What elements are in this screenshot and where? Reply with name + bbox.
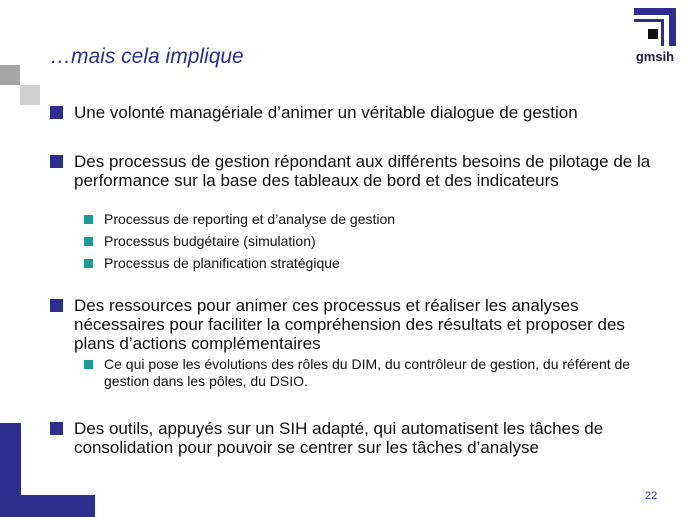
bullet-square-icon (50, 155, 63, 168)
sub-bullet-square-icon (84, 259, 93, 268)
sub-bullet-text: Processus de reporting et d’analyse de gestion (104, 211, 396, 227)
logo-text: gmsih (635, 49, 675, 64)
gmsih-logo (634, 8, 676, 68)
bullet-square-icon (50, 299, 63, 312)
sub-bullet-text: Ce qui pose les évolutions des rôles du DIM, du contrôleur de gestion, du référent de gestion dans les pôles, du DSIO. (104, 356, 631, 389)
bullet-square-icon (50, 106, 63, 119)
decorative-square-dark-gray (0, 65, 20, 85)
sub-bullet-square-icon (84, 215, 93, 224)
sub-bullet-text: Processus de planification stratégique (104, 255, 340, 271)
bullet-square-icon (50, 422, 63, 435)
bullet-text: Des outils, appuyés sur un SIH adapté, qui automatisent les tâches de consolidation pour pouvoir se centrer sur les tâches d’analyse (74, 419, 604, 457)
bullet-text: Des ressources pour animer ces processus et réaliser les analyses nécessaires pour faciliter la compréhension des résultats et proposer des plans d’actions complémentaires (74, 296, 625, 353)
bullet-text: Des processus de gestion répondant aux différents besoins de pilotage de la performance sur la base des tableaux de bord et des indicateurs (74, 152, 651, 190)
sub-bullet-text: Processus budgétaire (simulation) (104, 233, 316, 249)
sub-bullet-square-icon (84, 360, 93, 369)
sub-bullet-square-icon (84, 237, 93, 246)
slide-title: …mais cela implique (50, 45, 244, 68)
page-number: 22 (645, 490, 658, 502)
decorative-square-light-gray (20, 85, 40, 105)
decorative-bar-horizontal (0, 495, 95, 517)
gmsih-logo-icon (634, 8, 676, 46)
bullet-text: Une volonté managériale d’animer un véritable dialogue de gestion (74, 103, 578, 122)
